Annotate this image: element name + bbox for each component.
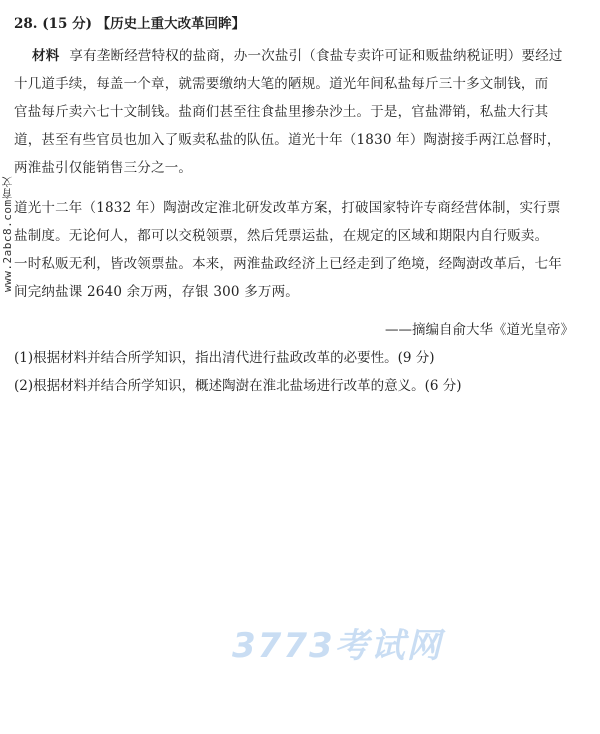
material-line: 道光十二年（1832 年）陶澍改定淮北研发改革方案，打破国家特许专商经营体制，实行票 [14, 200, 561, 216]
sub-question-1: (1)根据材料并结合所学知识，指出清代进行盐政改革的必要性。(9 分) [14, 350, 435, 366]
material-text: 享有垄断经营特权的盐商，办一次盐引（食盐专卖许可证和贩盐纳税证明）要经过 [69, 48, 563, 64]
material-line: 官盐每斤卖六七十文制钱。盐商们甚至往食盐里掺杂沙土。于是，官盐滞销，私盐大行其 [14, 104, 549, 120]
material-source: ——摘编自俞大华《道光皇帝》 [385, 322, 574, 338]
question-title: 【历史上重大改革回眸】 [96, 16, 246, 32]
side-watermark-url: www.2abc8.com育文 [1, 176, 14, 292]
material-line: 道，甚至有些官员也加入了贩卖私盐的队伍。道光十年（1830 年）陶澍接手两江总督时， [14, 132, 561, 148]
sub-question-2: (2)根据材料并结合所学知识，概述陶澍在淮北盐场进行改革的意义。(6 分) [14, 378, 462, 394]
question-header [14, 12, 245, 32]
material-line: 一时私贩无利，皆改领票盐。本来，两淮盐政经济上已经走到了绝境，经陶澍改革后，七年 [14, 256, 562, 272]
question-number: 28. [14, 16, 38, 32]
material-line: 盐制度。无论何人，都可以交税领票，然后凭票运盐，在规定的区域和期限内自行贩卖。 [14, 228, 549, 244]
material-line: 十几道手续，每盖一个章，就需要缴纳大笔的陋规。道光年间私盐每斤三十多文制钱，而 [14, 76, 549, 92]
material-line: 间完纳盐课 2640 余万两，存银 300 多万两。 [14, 284, 299, 300]
material-line [32, 48, 563, 64]
question-score: (15 分) [42, 16, 92, 32]
material-line: 两淮盐引仅能销售三分之一。 [14, 160, 193, 176]
material-label: 材料 [32, 48, 60, 64]
site-watermark: 3773考试网 [232, 626, 443, 666]
